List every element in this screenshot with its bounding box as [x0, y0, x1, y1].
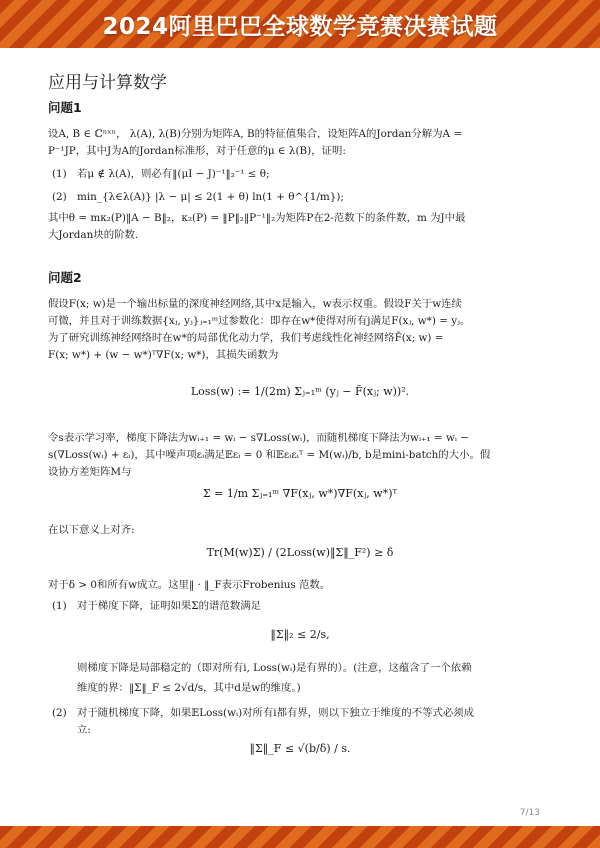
problem2-item2-text-line1: 对于随机梯度下降，如果𝔼Loss(wᵢ)对所有i都有界，则以下独立于维度的不等式必须成	[77, 707, 475, 719]
alignment-formula: Tr(M(w)Σ) / (2Loss(w)‖Σ‖_F²) ≥ δ	[206, 546, 394, 559]
problem2-para-line7: 设协方差矩阵M与	[48, 466, 132, 478]
problem1-item2-text: min_{λ∈λ(A)} |λ − μ| ≤ 2(1 + θ) ln(1 + θ^{1/m});	[77, 191, 344, 203]
section-title: 应用与计算数学	[48, 73, 167, 93]
problem2-item1-text: 对于梯度下降，证明如果Σ的谱范数满足	[77, 600, 261, 612]
problem2-item2-text-line2: 立:	[77, 724, 91, 736]
problem2-title: 问题2	[48, 270, 82, 285]
problem2-para-line5: 令s表示学习率，梯度下降法为wᵢ₊₁ = wᵢ − s∇Loss(wᵢ)，而随机梯度下降法为wᵢ₊₁ = wᵢ −	[48, 432, 469, 444]
problem1-note-line1: 其中θ = mκ₂(P)‖A − B‖₂，κ₂(P) = ‖P‖₂‖P⁻¹‖₂为矩阵P在2-范数下的条件数，m 为J中最	[48, 212, 466, 224]
title-banner	[0, 0, 600, 48]
frobenius-bound-formula: ‖Σ‖_F ≤ √(b/δ) / s.	[249, 742, 351, 755]
problem1-title: 问题1	[48, 100, 82, 115]
problem2-item1-after-line1: 则梯度下降是局部稳定的（即对所有i, Loss(wᵢ)是有界的）。(注意，这蕴含了一个依赖	[77, 662, 472, 674]
problem2-para-line6: s(∇Loss(wᵢ) + εᵢ)，其中噪声项εᵢ满足𝔼εᵢ = 0 和𝔼εᵢεᵢᵀ = M(wᵢ)/b, b是mini-batch的大小。假	[48, 449, 491, 461]
problem2-item1-after-line2: 维度的界：‖Σ‖_F ≤ 2√d/s，其中d是w的维度。)	[77, 682, 301, 694]
sigma-formula: Σ = 1/m Σⱼ₌₁ᵐ ∇F(xⱼ, w*)∇F(xⱼ, w*)ᵀ	[202, 487, 398, 500]
problem2-para-line3: 为了研究训练神经网络时在w*的局部优化动力学，我们考虑线性化神经网络F̃(x; w) =	[48, 332, 444, 344]
spectral-norm-formula: ‖Σ‖₂ ≤ 2/s,	[270, 628, 330, 641]
footer-band	[0, 826, 600, 848]
problem1-item1-label: (1)	[52, 168, 67, 180]
problem1-note-line2: 大Jordan块的阶数.	[48, 229, 139, 241]
problem1-item2-label: (2)	[52, 191, 67, 203]
problem1-intro-line1: 设A, B ∈ ℂⁿˣⁿ， λ(A), λ(B)分别为矩阵A, B的特征值集合，设矩阵A的Jordan分解为A =	[48, 128, 463, 140]
problem2-item2-label: (2)	[52, 707, 67, 719]
problem2-para-line2: 可微，并且对于训练数据{xⱼ, yⱼ}ⱼ₌₁ᵐ过参数化：即存在w*使得对所有j满足F(xⱼ, w*) = yⱼ。	[48, 315, 471, 327]
loss-formula: Loss(w) := 1/(2m) Σⱼ₌₁ᵐ (yⱼ − F̃(xⱼ; w))².	[190, 385, 410, 398]
problem2-para-line4: F(x; w*) + (w − w*)ᵀ∇F(x; w*)，其损失函数为	[48, 349, 279, 361]
problem1-intro-line2: P⁻¹JP，其中J为A的Jordan标准形，对于任意的μ ∈ λ(B)，证明:	[48, 145, 346, 157]
problem2-item1-label: (1)	[52, 600, 67, 612]
page-number: 7/13	[519, 808, 540, 818]
problem1-item1-text: 若μ ∉ λ(A)，则必有‖(μI − J)⁻¹‖₂⁻¹ ≤ θ;	[77, 168, 270, 180]
problem2-para-line1: 假设F(x; w)是一个输出标量的深度神经网络,其中x是输入，w表示权重。假设F关于w连续	[48, 298, 462, 310]
problem2-para-line9: 对于δ > 0和所有w成立。这里‖ · ‖_F表示Frobenius 范数。	[48, 579, 331, 591]
page-title: 2024阿里巴巴全球数学竞赛决赛试题	[102, 13, 498, 40]
problem2-para-line8: 在以下意义上对齐:	[48, 524, 135, 536]
